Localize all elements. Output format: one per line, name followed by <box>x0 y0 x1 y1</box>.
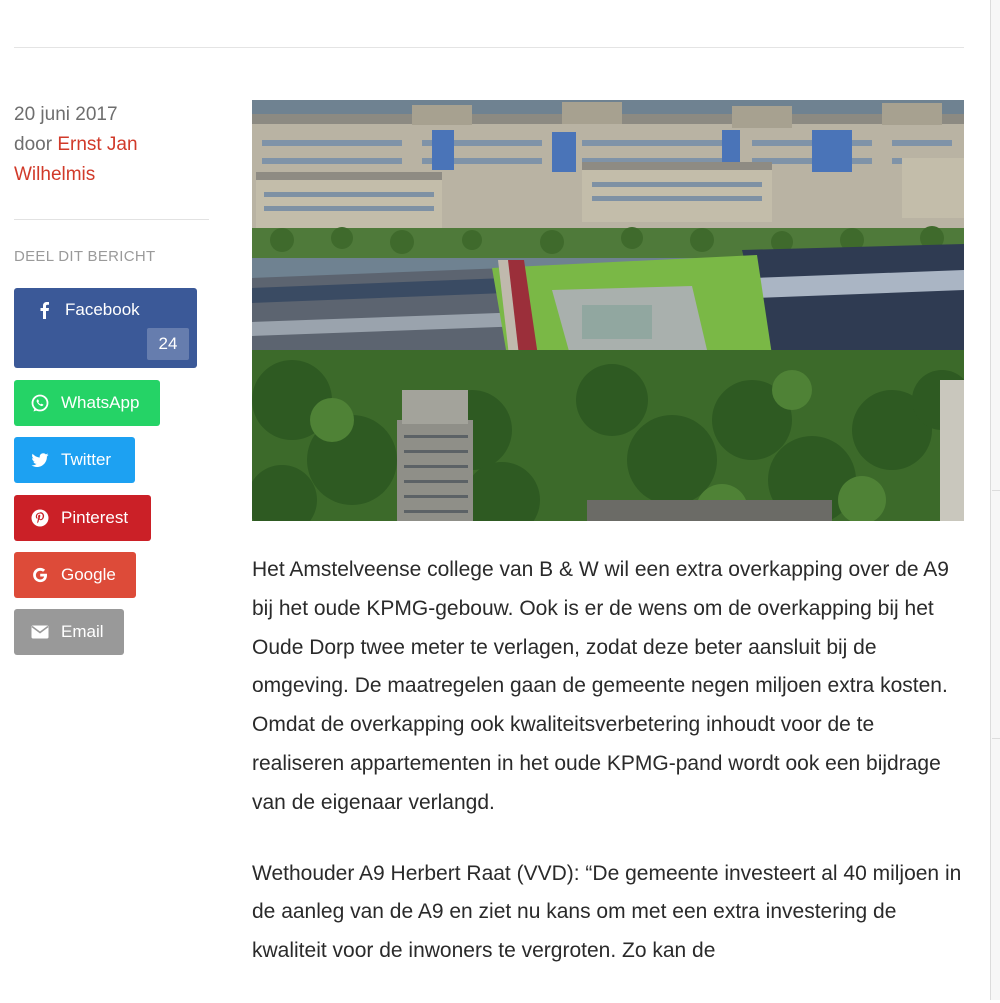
facebook-label: Facebook <box>65 300 140 319</box>
whatsapp-icon <box>30 393 50 413</box>
whatsapp-label: WhatsApp <box>61 393 140 412</box>
twitter-label: Twitter <box>61 450 112 469</box>
post-byline <box>14 130 214 190</box>
email-label: Email <box>61 622 104 641</box>
google-label: Google <box>61 565 116 584</box>
header-divider <box>14 47 964 48</box>
whatsapp-share-button[interactable] <box>14 380 160 426</box>
pinterest-icon <box>30 508 50 528</box>
aerial-photo-a9-overkapping <box>252 100 964 521</box>
hero-image <box>252 100 964 521</box>
facebook-share-count: 24 <box>147 328 189 360</box>
article-body <box>252 551 964 1003</box>
page-scrollbar[interactable] <box>990 0 1000 1000</box>
twitter-share-button[interactable] <box>14 437 135 483</box>
pinterest-label: Pinterest <box>61 508 129 527</box>
scrollbar-mark <box>992 738 1000 739</box>
google-icon <box>30 565 50 585</box>
post-meta <box>14 100 214 190</box>
email-share-button[interactable] <box>14 609 124 655</box>
scrollbar-mark <box>992 490 1000 491</box>
author-link[interactable]: Ernst Jan Wilhelmis <box>14 134 138 185</box>
article-paragraph: Wethouder A9 Herbert Raat (VVD): “De gemeente investeert al 40 miljoen in de aanleg van de A9 en ziet nu kans om met een extra investering de kwaliteit voor de inwoners te vergroten. Zo kan de <box>252 861 962 963</box>
byline-label: door <box>14 134 53 155</box>
google-share-button[interactable] <box>14 552 136 598</box>
email-icon <box>30 622 50 642</box>
post-date: 20 juni 2017 <box>14 104 118 125</box>
facebook-share-button[interactable] <box>14 288 197 368</box>
sidebar-divider <box>14 219 209 220</box>
article-paragraph: Het Amstelveense college van B & W wil een extra overkapping over de A9 bij het oude KPMG-gebouw. Ook is er de wens om de overkapping bij het Oude Dorp twee meter te verlagen, zodat deze beter aansluit bij de omgeving. De maatregelen gaan de gemeente negen miljoen extra kosten. Omdat de overkapping ook kwaliteitsverbetering inhoudt voor de te realiseren appartementen in het oude KPMG-pand wordt ook een bijdrage van de eigenaar verlangd. <box>252 558 949 814</box>
pinterest-share-button[interactable] <box>14 495 151 541</box>
facebook-icon <box>34 300 54 320</box>
share-title: DEEL DIT BERICHT <box>14 248 156 265</box>
twitter-icon <box>30 450 50 470</box>
